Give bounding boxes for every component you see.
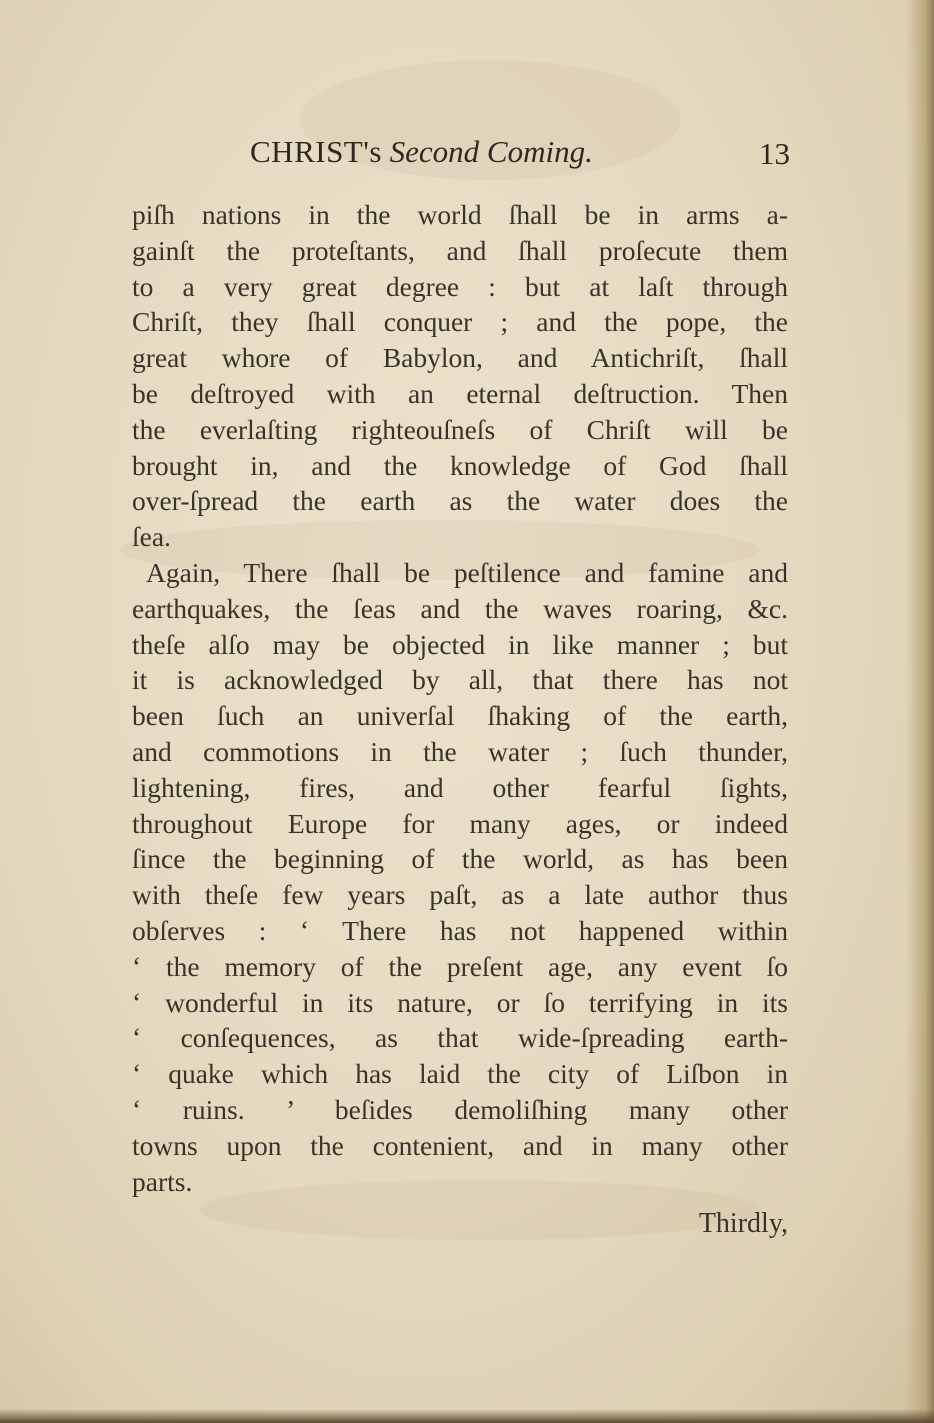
running-head-subtitle: Second Coming. (389, 134, 593, 169)
text-line: towns upon the contenient, and in many other (132, 1129, 788, 1161)
text-line: to a very great degree : but at laſt through (132, 270, 788, 302)
paragraph-start-line: Again, There ſhall be peſtilence and famine and (146, 556, 788, 588)
text-line: piſh nations in the world ſhall be in arms a- (132, 199, 788, 230)
text-line: obſerves : ‘ There has not happened within (132, 914, 788, 946)
text-line: ‘ quake which has laid the city of Liſbon in (132, 1058, 788, 1090)
text-line: ſince the beginning of the world, as has been (132, 843, 788, 875)
text-line: lightening, fires, and other fearful ſights, (132, 771, 788, 803)
text-line: with theſe few years paſt, as a late author thus (132, 879, 788, 911)
text-line: ‘ conſequences, as that wide-ſpreading earth- (132, 1022, 788, 1054)
text-line: parts. (132, 1165, 193, 1197)
text-line: ‘ ruins. ’ beſides demoliſhing many other (132, 1093, 788, 1125)
text-line: be deſtroyed with an eternal deſtruction. Then (132, 377, 788, 409)
text-line: throughout Europe for many ages, or indeed (132, 807, 788, 839)
text-line: great whore of Babylon, and Antichriſt, ſhall (132, 342, 788, 374)
text-line: over-ſpread the earth as the water does the (132, 485, 788, 517)
body-text (132, 197, 788, 1199)
text-line: theſe alſo may be objected in like manner ; but (132, 628, 788, 660)
text-line: and commotions in the water ; ſuch thunder, (132, 735, 788, 767)
text-line: the everlaſting righteouſneſs of Chriſt will be (132, 413, 788, 445)
running-head-title: CHRIST's (250, 134, 382, 169)
page-header (250, 128, 790, 178)
running-head (250, 134, 593, 170)
text-line: ‘ the memory of the preſent age, any event ſo (132, 950, 788, 982)
page-bottom-edge (0, 1409, 934, 1423)
text-line: earthquakes, the ſeas and the waves roaring, &c. (132, 592, 788, 624)
catchword: Thirdly, (698, 1208, 788, 1239)
text-line: gainſt the proteſtants, and ſhall proſecute them (132, 234, 788, 266)
text-line: brought in, and the knowledge of God ſhall (132, 449, 788, 481)
text-line: ‘ wonderful in its nature, or ſo terrifying in its (132, 986, 788, 1018)
page-edge-shadow (906, 0, 934, 1423)
text-line: been ſuch an univerſal ſhaking of the earth, (132, 700, 788, 732)
text-line: it is acknowledged by all, that there has not (132, 664, 788, 696)
page-number: 13 (759, 136, 790, 171)
text-line: ſea. (132, 521, 171, 553)
text-line: Chriſt, they ſhall conquer ; and the pope, the (132, 306, 788, 338)
